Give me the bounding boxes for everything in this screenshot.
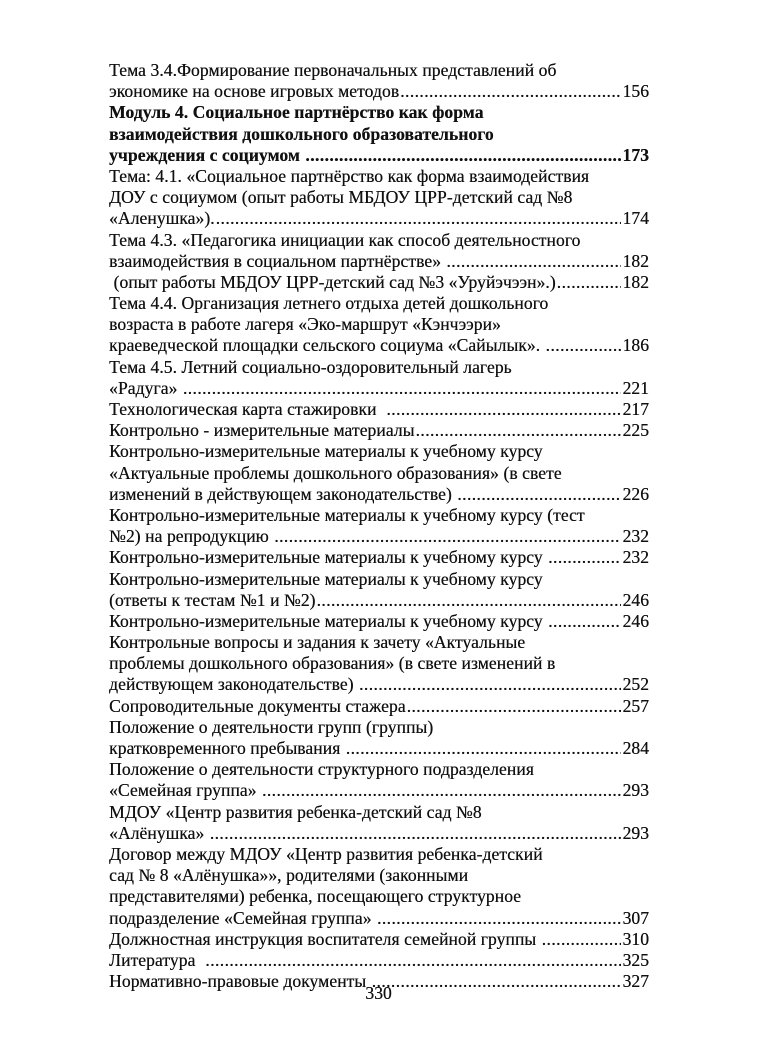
toc-entry-line [109, 632, 649, 653]
toc-entry [109, 950, 649, 971]
toc-entry-title: Модуль 4. Социальное партнёрство как форма [109, 102, 484, 123]
toc-entry-title: Контрольные вопросы и задания к зачету «Актуальные [109, 632, 526, 653]
toc-entry-title: сад № 8 «Алёнушка»», родителями (законными [109, 865, 469, 886]
toc-entry [109, 230, 649, 272]
toc-entry [109, 272, 649, 293]
toc-page-number: 156 [622, 81, 649, 102]
toc-page-number: 232 [622, 526, 649, 547]
toc-entry-title: экономике на основе игровых методов [109, 81, 400, 102]
toc-page-number: 186 [622, 335, 649, 356]
dot-leader [542, 929, 622, 950]
toc-entry [109, 611, 649, 632]
toc-entry-line [109, 505, 649, 526]
toc-entry-line [109, 738, 649, 759]
toc-page-number: 310 [622, 928, 649, 949]
toc-entry [109, 60, 649, 102]
toc-entry-title: Контрольно-измерительные материалы к учебному курсу (тест [109, 504, 585, 525]
toc-entry-line [109, 717, 649, 738]
dot-leader [457, 484, 621, 505]
toc-entry-line [109, 569, 649, 590]
toc-entry-title: «Аленушка»). [109, 208, 215, 229]
toc-entry-line [109, 611, 649, 632]
toc-entry-line [109, 335, 649, 356]
dot-leader [262, 780, 622, 801]
toc-entry-title: «Алёнушка» [109, 822, 209, 843]
toc-entry-title: Тема 4.3. «Педагогика инициации как способ деятельностного [109, 229, 581, 250]
toc-entry-title: краеведческой площадки сельского социума «Сайылык». [109, 335, 545, 356]
toc-entry-line [109, 124, 649, 145]
toc-entry-line [109, 802, 649, 823]
dot-leader [557, 272, 622, 293]
toc-entry-title: действующем законодательстве) [109, 674, 358, 695]
toc-entry-line [109, 314, 649, 335]
toc-entry-line [109, 272, 649, 293]
dot-leader [407, 696, 622, 717]
dot-leader [446, 251, 621, 272]
toc-page-number: 252 [622, 674, 649, 695]
toc-entry-title: МДОУ «Центр развития ребенка-детский сад №8 [109, 801, 482, 822]
toc-entry [109, 802, 649, 844]
toc-entry-title: изменений в действующем законодательстве) [109, 483, 457, 504]
toc-entry-title: Тема 4.4. Организация летнего отдыха детей дошкольного [109, 293, 549, 314]
toc-entry-line [109, 420, 649, 441]
toc-module-heading [109, 102, 649, 166]
toc-entry-title: Контрольно-измерительные материалы к учебному курсу [109, 610, 548, 631]
dot-leader [274, 526, 621, 547]
toc-entry-title: Положение о деятельности структурного подразделения [109, 759, 534, 780]
toc-entry-line [109, 463, 649, 484]
toc-page-number: 246 [622, 589, 649, 610]
toc-entry-line [109, 908, 649, 929]
toc-entry-line [109, 357, 649, 378]
toc-entry-line [109, 653, 649, 674]
toc-page-number: 182 [622, 271, 649, 292]
toc-entry-line [109, 929, 649, 950]
toc-entry-line [109, 378, 649, 399]
toc-entry [109, 441, 649, 505]
toc-entry-title: Сопроводительные документы стажера [109, 695, 406, 716]
toc-page-number: 182 [622, 250, 649, 271]
toc-entry-line [109, 590, 649, 611]
toc-entry-line [109, 441, 649, 462]
toc-page-number: 217 [622, 399, 649, 419]
toc-page-number: 307 [622, 907, 649, 928]
toc-entry-title: Договор между МДОУ «Центр развития ребенка-детский [109, 843, 543, 864]
toc-entry [109, 717, 649, 759]
toc-entry [109, 696, 649, 717]
toc-page-number: 225 [622, 420, 649, 441]
toc-entry-title: Технологическая карта стажировки [109, 399, 386, 419]
toc-entry-line [109, 484, 649, 505]
toc-entry-line [109, 950, 649, 971]
toc-page-number: 293 [622, 822, 649, 843]
dot-leader [205, 950, 621, 971]
toc-entry [109, 293, 649, 357]
toc-entry-title: Должностная инструкция воспитателя семейной группы [109, 928, 541, 949]
toc-entry [109, 759, 649, 801]
dot-leader [548, 611, 621, 632]
toc-entry-title: Тема 4.5. Летний социально-оздоровительный лагерь [109, 356, 512, 377]
toc-entry [109, 632, 649, 696]
toc-page-number: 284 [622, 738, 649, 758]
toc-page-number: 226 [622, 483, 649, 504]
toc-entry-title: (опыт работы МБДОУ ЦРР-детский сад №3 «Уруйэчээн».) [109, 271, 556, 292]
table-of-contents [109, 60, 649, 992]
toc-entry-line [109, 102, 649, 123]
toc-entry-line [109, 166, 649, 187]
toc-entry-line [109, 547, 649, 568]
toc-entry-title: ДОУ с социумом (опыт работы МБДОУ ЦРР-детский сад №8 [109, 187, 573, 208]
toc-entry-line [109, 399, 649, 420]
toc-entry [109, 569, 649, 611]
toc-entry-line [109, 780, 649, 801]
toc-entry-line [109, 886, 649, 907]
toc-page-number: 293 [622, 780, 649, 801]
dot-leader [400, 81, 621, 102]
toc-entry [109, 547, 649, 568]
toc-entry [109, 399, 649, 420]
toc-entry-line [109, 81, 649, 102]
toc-page-number: 232 [622, 547, 649, 568]
dot-leader [415, 420, 621, 441]
toc-entry-title: проблемы дошкольного образования» (в свете изменений в [109, 653, 556, 674]
toc-entry-line [109, 759, 649, 780]
toc-entry-line [109, 208, 649, 229]
page-number: 330 [365, 983, 392, 1003]
toc-entry-title: Тема: 4.1. «Социальное партнёрство как форма взаимодействия [109, 165, 590, 186]
toc-entry-line [109, 865, 649, 886]
toc-entry [109, 166, 649, 230]
toc-entry-line [109, 526, 649, 547]
toc-entry-title: взаимодействия в социальном партнёрстве» [109, 250, 446, 271]
toc-entry-title: Нормативно-правовые документы [109, 971, 371, 992]
toc-entry-line [109, 251, 649, 272]
dot-leader [305, 145, 621, 166]
toc-entry-line [109, 844, 649, 865]
toc-page-number: 221 [622, 377, 649, 398]
toc-entry-title: возраста в работе лагеря «Эко-маршрут «Кэнчээри» [109, 314, 501, 335]
toc-entry-title: (ответы к тестам №1 и №2) [109, 589, 316, 610]
dot-leader [548, 547, 621, 568]
dot-leader [216, 208, 622, 229]
dot-leader [377, 908, 622, 929]
toc-entry-title: №2) на репродукцию [109, 526, 274, 547]
toc-entry-title: подразделение «Семейная группа» [109, 907, 376, 928]
toc-entry-title: Контрольно-измерительные материалы к учебному курсу [109, 547, 548, 568]
toc-entry-line [109, 293, 649, 314]
dot-leader [346, 738, 622, 759]
toc-page-number: 327 [622, 971, 649, 992]
toc-entry-title: Контрольно - измерительные материалы [109, 420, 415, 441]
toc-entry-title: учреждения с социумом [109, 144, 305, 165]
toc-page-number: 257 [622, 695, 649, 716]
toc-entry-title: взаимодействия дошкольного образовательного [109, 123, 494, 144]
toc-entry-title: Литература [109, 949, 205, 970]
dot-leader [183, 378, 622, 399]
toc-entry [109, 420, 649, 441]
toc-page-number: 173 [622, 144, 649, 165]
toc-entry-line [109, 823, 649, 844]
toc-entry-line [109, 674, 649, 695]
dot-leader [210, 823, 622, 844]
toc-entry-title: «Радуга» [109, 377, 182, 398]
toc-page-number: 174 [622, 208, 649, 229]
toc-entry-line [109, 230, 649, 251]
toc-entry [109, 505, 649, 547]
toc-entry-title: Контрольно-измерительные материалы к учебному курсу [109, 441, 543, 462]
toc-page-number: 246 [622, 610, 649, 631]
toc-entry-line [109, 696, 649, 717]
dot-leader [386, 399, 621, 420]
toc-entry-title: «Семейная группа» [109, 780, 261, 801]
toc-entry-title: «Актуальные проблемы дошкольного образования» (в свете [109, 462, 562, 483]
toc-entry-line [109, 187, 649, 208]
dot-leader [316, 590, 621, 611]
dot-leader [359, 674, 621, 695]
toc-entry [109, 357, 649, 399]
toc-entry [109, 844, 649, 929]
toc-entry-line [109, 60, 649, 81]
toc-entry-line [109, 145, 649, 166]
toc-page-number: 325 [622, 949, 649, 970]
toc-entry-title: кратковременного пребывания [109, 738, 345, 758]
toc-entry-title: Тема 3.4.Формирование первоначальных представлений об [109, 60, 557, 80]
toc-entry-title: Положение о деятельности групп (группы) [109, 716, 434, 737]
toc-entry-title: представителями) ребенка, посещающего структурное [109, 886, 522, 907]
toc-entry-title: Контрольно-измерительные материалы к учебному курсу [109, 568, 543, 589]
toc-entry [109, 929, 649, 950]
dot-leader [546, 335, 622, 356]
